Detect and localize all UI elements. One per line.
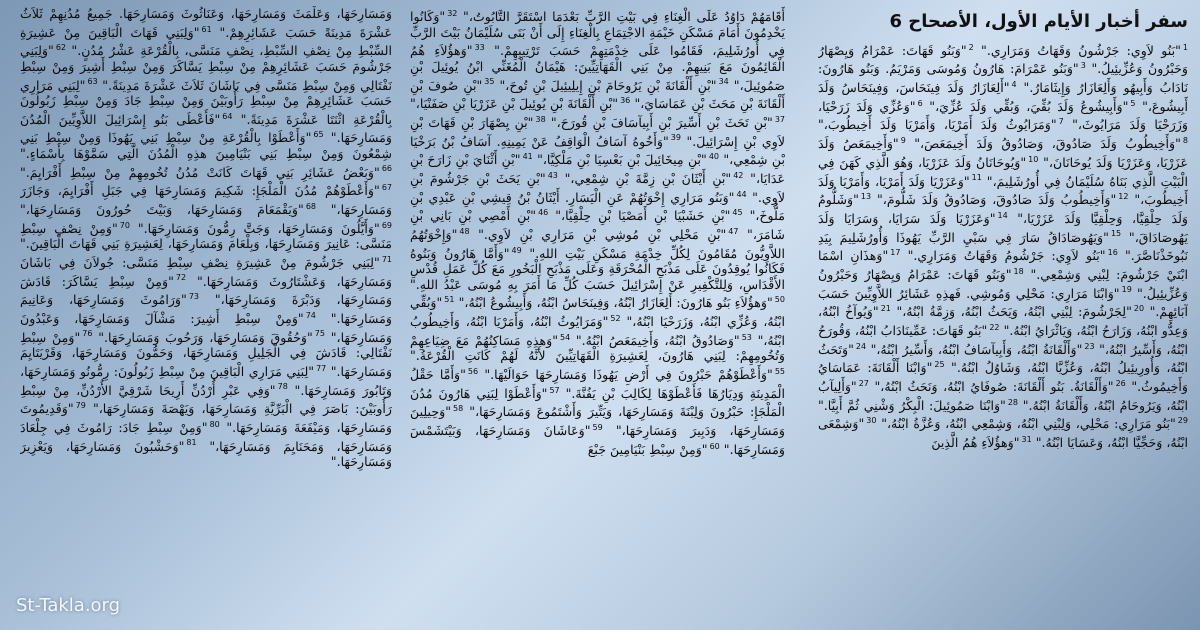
- verse-text: "بْنِ يَحَثَ بْنِ جَرْشُومَ بْنِ لاَوِي.": [410, 171, 785, 205]
- verse-number: 13: [860, 192, 872, 201]
- verse-text: "وَيَهُوصَادَاقُ سَارَ فِي سَبْيِ الرَّبِّ يَهُوذَا وَأُورُشَلِيمَ بِيَدِ نَبُوخَذْنَاصَّرَ.": [818, 229, 1188, 264]
- verse-text: "وَفِي عَبْرِ أُرْدُنِّ أَرِيحَا شَرْقِيَّ الأُرْدُنِّ، مِنْ سِبْطِ رَأُوبَيْنَ: بَاصَرَ فِي الْبَرِّيَّةِ وَمَسَارِحَهَا، وَيَهْصَةَ وَمَسَارِحَهَا،": [20, 382, 392, 417]
- verse-number: 6: [917, 98, 923, 108]
- verse-number: 35: [484, 77, 495, 87]
- verse-text: "وَكَانُوا يَخْدِمُونَ أَمَامَ مَسْكَنِ خَيْمَةِ الاجْتِمَاعِ بِالْغِنَاءِ إِلَى أَنْ بَنَى سُلَيْمَانُ بَيْتَ الرَّبِّ فِي أُورُشَلِيمَ، فَقَامُوا عَلَى خِدْمَتِهِمْ حَسَبَ تَرْتِيبِهِمْ.": [410, 9, 785, 59]
- page-title: سفر أخبار الأيام الأول، الأصحاح 6: [889, 11, 1188, 32]
- verse-number: 43: [547, 170, 558, 180]
- verse-text: "وَشِمْعَى ابْنُهُ، وَحَجِّيَّا ابْنُهُ، وَعَسَايَا ابْنُهُ.": [818, 416, 1188, 451]
- verse: [929, 99, 1135, 114]
- verse-number: 1: [1182, 42, 1188, 52]
- verse-text: "وَمِنْ سِبْطِ أَشِيرَ: مَشْآلَ وَمَسَارِحَهَا، وَعَبْدُونَ وَمَسَارِحَهَا،": [20, 310, 392, 345]
- verse: [551, 115, 785, 130]
- verse-number: 40: [708, 152, 720, 162]
- verse-text: "فَأَعْطَى بَنُو إِسْرَائِيلَ اللاَّوِيِّينَ الْمُدُنَ وَمَسَارِحَهَا.": [20, 111, 392, 146]
- verse-number: 10: [1028, 154, 1039, 164]
- verse-text: "وَيُوحَانَانُ وَلَدَ عَزَرْيَا، وَهُوَ الَّذِي كَهَنَ فِي الْبَيْتِ الَّذِي بَنَاهُ سُلَيْمَانُ فِي أُورُشَلِيمَ،": [818, 154, 1188, 189]
- verse-number: 37: [774, 114, 785, 124]
- verse-number: 23: [1084, 341, 1095, 351]
- verse: [908, 248, 1118, 263]
- verse: [896, 304, 1144, 319]
- verse-text: "وَبَنُو قَهَاتَ: عَمْرَامُ وَيِصْهَارُ وَحَبْرُونُ وَعُزِّيئِيلُ.": [818, 42, 1188, 77]
- verse-text: "وَشَلُّومُ وَلَدَ حِلْقِيَّا، وَحِلْقِيَّا وَلَدَ عَزَرْيَا،": [818, 192, 1188, 226]
- verse-number: 54: [560, 332, 571, 342]
- verse-text: "وَلِبَنِي جَرْشُومَ حَسَبَ عَشَائِرِهِمْ مِنْ سِبْطِ يَسَّاكَرَ وَمِنْ سِبْطِ أَشِيرَ وَمِنْ سِبْطِ نَفْتَالِي وَمِنْ سِبْطِ مَنَسَّى فِي بَاشَانَ ثَلاَثَ عَشْرَةَ مَدِينَةً.": [20, 43, 392, 93]
- verse-number: 68: [305, 201, 316, 211]
- verse-text: "وَأَخُوهُ آسَافُ الْوَاقِفُ عَنْ يَمِينِهِ. آسَافُ بْنُ بَرَخْيَا بْنِ شِمْعِي،": [410, 133, 785, 168]
- verse-text: وَمَسَارِحَهَا، وَعَلْمَثَ وَمَسَارِحَهَا، وَعَنَاثُوثَ وَمَسَارِحَهَا. جَمِيعُ مُدُنِهِمْ ثَلاَثُ عَشْرَةَ مَدِينَةً حَسَبَ عَشَائِرِهِمْ.": [20, 6, 392, 40]
- verse-number: 75: [314, 329, 325, 339]
- verse-number: 78: [277, 382, 288, 392]
- verse-number: 7: [1058, 117, 1064, 127]
- verse-number: 58: [453, 404, 464, 414]
- verse: [20, 165, 392, 180]
- verse-text: "وَأَعْطَوْهُمْ حَبْرُونَ فِي أَرْضِ يَهُوذَا وَمَسَارِحَهَا حَوَالَيْهَا.": [484, 367, 773, 382]
- verse-number: 9: [900, 135, 906, 145]
- verse-text: "وَبُقِّي ابْنُهُ، وَعُزِّي ابْنُهُ، وَزَرَحْيَا ابْنُهُ،": [410, 295, 785, 330]
- verse-number: 11: [971, 173, 982, 183]
- verse-number: 5: [1130, 98, 1136, 108]
- verse-text: "وَيَقْمَعَامَ وَمَسَارِحَهَا، وَبَيْتَ حُورُونَ وَمَسَارِحَهَا،": [20, 202, 304, 217]
- verse-number: 22: [989, 322, 1000, 332]
- verses-left: [20, 6, 392, 470]
- verse-text: "وَهؤُلاَءِ بَنُو هَارُونَ: أَلِعَازَارُ ابْنُهُ، وَفِينَحَاسُ ابْنُهُ، وَأَبِيشُوعُ ابْنُهُ،": [458, 295, 773, 311]
- site-watermark: St-Takla.org: [16, 595, 121, 616]
- verse-number: 16: [1107, 248, 1118, 258]
- verse-number: 47: [728, 226, 739, 236]
- verse-text: "وَأَعْطَوْا لِبَنِي هَارُونَ مُدُنَ الْمَلْجَإِ: حَبْرُونَ وَلِبْنَةَ وَمَسَارِحَهَا، وَيَتِّيرَ وَأَشْتَمُوعَ وَمَسَارِحَهَا،": [410, 385, 785, 420]
- verse-number: 32: [447, 9, 458, 18]
- verse-number: 67: [381, 183, 392, 193]
- verse-number: 25: [934, 360, 945, 370]
- verse-number: 34: [718, 77, 729, 87]
- verse-number: 50: [774, 295, 785, 305]
- verse-number: 38: [535, 114, 546, 124]
- verse-text: "وَمِنْ سِبْطِ بَنْيَامِينَ جَبْعَ: [587, 441, 708, 457]
- verse-number: 72: [175, 273, 187, 283]
- verse-text: "وَمِنْ نِصْفِ سِبْطِ مَنَسَّى: عَانِيرَ وَمَسَارِحَهَا، وَبِلْعَامَ وَمَسَارِحَهَا، لِعَشِيرَةِ بَنِي قَهَاتَ الْبَاقِينَ.": [20, 220, 392, 252]
- verse-number: 63: [87, 77, 98, 87]
- verse-number: 30: [866, 416, 877, 426]
- verse: [818, 117, 1064, 132]
- verse-number: 59: [592, 422, 603, 432]
- verses-right: [818, 40, 1188, 451]
- verse-text: "وَمِنْ سِبْطِ جَادَ: رَامُوثَ فِي جِلْعَادَ وَمَسَارِحَهَا، وَمَحَنَايِمَ وَمَسَارِحَهَا،": [20, 419, 392, 454]
- verse-text: "وَمِنْ سِبْطِ نَفْتَالِي: قَادَشَ فِي الْجَلِيلِ وَمَسَارِحَهَا، وَحَمُّونَ وَمَسَارِحَهَا، وَقَرْيَتَايِمَ وَمَسَارِحَهَا.": [20, 329, 392, 379]
- verse-text: "لِبَنِي مَرَارِي الْبَاقِينَ مِنْ سِبْطِ زَبُولُونَ: رِمُّونُو وَمَسَارِحَهَا، وَتَابُورَ وَمَسَارِحَهَا.": [20, 363, 392, 398]
- verse-text: "وَهؤُلاَءِ هُمُ الَّذِينَ: [931, 435, 1020, 451]
- verse: [931, 435, 1031, 450]
- column-right: [818, 6, 1188, 596]
- verse-text: "وَابْنَا أَلْقَانَةَ: عَمَاسَايُ وَأَخِيمُوثُ.": [818, 360, 1188, 395]
- verse-text: "لِجَرْشُومَ: لِبْنِي ابْنُهُ، وَيَحَثُ ابْنُهُ، وَزِمَّةُ ابْنُهُ،": [896, 304, 1132, 320]
- verse-number: 21: [880, 304, 891, 314]
- verse-text: "وَبَنُو عَمْرَامَ: هَارُونُ وَمُوسَى وَمَرْيَمُ. وَبَنُو هَارُونَ: نَادَابُ وَأَبِيهُو وَأَلِعَازَارُ وَإِيثَامَارُ.": [818, 61, 1188, 96]
- verse-number: 53: [741, 332, 752, 342]
- verse-number: 79: [75, 401, 86, 410]
- verse-text: "وَأَلِيآبُ ابْنُهُ، وَيَرُوحَامُ ابْنُهُ، وَأَلْقَانَةُ ابْنُهُ.": [818, 379, 1188, 413]
- verse-text: "وَقَدِيمُوتَ وَمَسَارِحَهَا، وَمَيْفَعَةَ وَمَسَارِحَهَا.": [20, 401, 392, 435]
- verse-text: "وَمِنْ سِبْطِ يَسَّاكَرَ: قَادَشَ وَمَسَارِحَهَا، وَدَبْرَةَ وَمَسَارِحَهَا،": [20, 273, 392, 308]
- verse-text: "بْنِ أَلْقَانَةَ بْنِ يُوئِيلَ بْنِ عَزَرْيَا بْنِ صَفَنْيَا،": [410, 96, 619, 112]
- verse: [871, 342, 1095, 357]
- verse-text: "بْنِ تَحَثَ بْنِ أَسِّيرَ بْنِ أَبِيآسَافَ بْنِ قُورَحَ،": [550, 114, 773, 130]
- verse-number: 8: [1182, 135, 1188, 145]
- verse-number: 48: [459, 226, 470, 236]
- verse: [914, 136, 1188, 151]
- verse-number: 42: [733, 170, 744, 180]
- verse-text: "وَأَمَّا هَارُونُ وَبَنُوهُ فَكَانُوا يُوقِدُونَ عَلَى مَذْبَحِ الْمُحْرَقَةِ وَعَلَى مَذْبَحِ الْبَخُورِ مَعَ كُلِّ عَمَلِ قُدْسِ الأَقْدَاسِ، وَلِلتَّكْفِيرِ عَنْ إِسْرَائِيلَ حَسَبَ كُلِّ مَا أَمَرَ بِهِ مُوسَى عَبْدُ اللهِ.": [410, 245, 785, 292]
- verse-number: 31: [1021, 434, 1032, 444]
- verse-number: 12: [1118, 192, 1129, 201]
- verse-number: 19: [1121, 285, 1132, 295]
- verse-number: 18: [1013, 266, 1024, 276]
- verse-number: 52: [610, 313, 621, 323]
- verse-text: "بْنِ مِيخَائِيلَ بْنِ بَعْسِيَا بْنِ مَلْكِيَّا،": [537, 152, 707, 168]
- verse-text: "بَنُو لاَوِي: جَرْشُومُ وَقَهَاتُ وَمَرَارِي.": [907, 248, 1106, 264]
- verse-text: "وَبَعْضُ عَشَائِرِ بَنِي قَهَاتَ كَانَتْ مُدُنُ تُخُومِهِمْ مِنْ سِبْطِ أَفْرَايِمَ.": [20, 164, 380, 180]
- verse-text: "وَحَشْبُونَ وَمَسَارِحَهَا، وَيَعْزِيرَ وَمَسَارِحَهَا.": [20, 438, 392, 470]
- verse: [875, 379, 1126, 394]
- verse-number: 62: [55, 43, 66, 53]
- verse-number: 36: [620, 96, 631, 106]
- verse: [98, 330, 325, 345]
- verse-text: "وَأَخِيطُوبُ وَلَدَ صَادُوقَ، وَصَادُوقُ وَلَدَ أَخِيمَعَصَ،": [914, 136, 1181, 152]
- verse-text: "بْنِ مَحْلِي بْنِ مُوشِي بْنِ مَرَارِي بْنِ لاَوِي.": [478, 227, 727, 243]
- verse-text: "لِبَنِي جَرْشُومَ مِنْ عَشِيرَةِ نِصْفِ سِبْطِ مَنَسَّى: جُولاَنَ فِي بَاشَانَ وَمَسَارِحَهَا، وَعَشْتَارُوثَ وَمَسَارِحَهَا.": [20, 254, 392, 289]
- verse-text: "وَأَخِيطُوبُ وَلَدَ صَادُوقَ، وَصَادُوقُ وَلَدَ شَلُّومَ،": [877, 192, 1117, 208]
- verse-number: 27: [858, 378, 869, 388]
- verse: [877, 192, 1128, 207]
- verse-number: 14: [997, 210, 1008, 220]
- verse-text: "وَعَاشَانَ وَمَسَارِحَهَا، وَبَيْتَشَمْسَ وَمَسَارِحَهَا.": [410, 423, 785, 457]
- verse-text: "وَأَمَّا حَقْلُ الْمَدِينَةِ وَدِيَارُهَا فَأَعْطَوْهَا لِكَالِبَ بْنِ يَفُنَّةَ.": [410, 367, 785, 401]
- verse: [463, 9, 785, 24]
- verse-number: 69: [381, 220, 392, 230]
- verse: [410, 96, 630, 111]
- verse-text: "بْنِ صُوفَ بْنِ أَلْقَانَةَ بْنِ مَحَثَ بْنِ عَمَاسَايَ،": [410, 77, 785, 112]
- verse-text: "بْنِ أَلْقَانَةَ بْنِ يَرُوحَامَ بْنِ إِيلِيئِيلَ بْنِ تُوحَ،": [499, 77, 717, 93]
- verse-text: "وَابْنَا مَرَارِي: مَحْلِي وَمُوشِي. فَهذِهِ عَشَائِرُ اللاَّوِيِّينَ حَسَبَ آبَائِهِمْ.": [818, 285, 1188, 320]
- verse-number: 29: [1177, 416, 1188, 426]
- verse-text: "وَعُزِّي وَلَدَ زَرَحْيَا، وَزَرَحْيَا وَلَدَ مَرَايُوثَ،": [818, 98, 1188, 133]
- verse: [499, 78, 728, 93]
- verse-text: "وَأَيَّلُونَ وَمَسَارِحَهَا، وَجَتَّ رِمُّونَ وَمَسَارِحَهَا.": [137, 220, 380, 236]
- verse-text: "بْنِ أَثْنَايَ بْنِ زَارَحَ بْنِ عَدَايَا،": [410, 152, 785, 186]
- verse-text: "بَنُو قَهَاتَ: عَمِّينَادَابُ ابْنُهُ، وَقُورَحُ ابْنُهُ، وَأَسِّيرُ ابْنُهُ،": [818, 323, 1188, 357]
- verse-text: "وَهذَانِ اسْمَا ابْنَيْ جَرْشُومَ: لِبْنِي وَشِمْعِي.": [818, 248, 1188, 282]
- verse-text: "بْنِ أَيْثَانَ بْنِ زِمَّةَ بْنِ شِمْعِي،": [564, 171, 732, 186]
- verse-number: 15: [1110, 229, 1122, 239]
- column-left: [20, 6, 392, 596]
- verse-number: 51: [444, 295, 455, 305]
- verse-text: "بَنُو مَرَارِي: مَحْلِي، وَلِبْنِي ابْنُهُ، وَشِمْعِي ابْنُهُ، وَعُزَّةُ ابْنُهُ،": [881, 416, 1176, 432]
- verse-number: 41: [522, 152, 533, 162]
- verse-text: "وَأَلْقَانَةُ. بَنُو أَلْقَانَةَ: صُوفَايُ ابْنُهُ، وَنَحَثُ ابْنُهُ،": [874, 379, 1114, 395]
- verse-text: "وَعَزَرْيَا وَلَدَ أَمَرْيَا، وَأَمَرْيَا وَلَدَ أَخِيطُوبَ،": [818, 173, 1188, 208]
- verse-text: "بْنِ أَمْصِي بْنِ بَانِي بْنِ شَامَرَ،": [410, 208, 785, 243]
- verse: [576, 333, 752, 348]
- verse-number: 45: [732, 208, 743, 218]
- verse: [138, 221, 392, 236]
- verse-text: "وَابْنَا صَمُوئِيلَ: الْبِكْرُ وَشْنِي ثُمَّ أَبِيَّا.": [818, 397, 1006, 413]
- verse-text: "وَبَنُو قَهَاتَ: عَمْرَامُ وَيِصْهَارُ وَحَبْرُونُ وَعُزِّيئِيلُ.": [818, 266, 1188, 301]
- verse: [818, 398, 1018, 413]
- verse-text: "وَمَرَايُوثُ ابْنُهُ، وَأَمَرْيَا ابْنُهُ، وَأَخِيطُوبُ ابْنُهُ،": [410, 314, 785, 348]
- verse-number: 24: [855, 341, 867, 351]
- verse-number: 28: [1007, 397, 1019, 407]
- verse-number: 80: [209, 419, 220, 429]
- verse-text: "وَأَلْقَانَةُ ابْنُهُ، وَأَبِيآسَافُ ابْنُهُ، وَأَسِّيرُ ابْنُهُ،": [870, 341, 1083, 357]
- verse-number: 33: [474, 43, 485, 53]
- verse-text: "وَإِخْوَتُهُمُ اللاَّوِيُّونَ مُقَامُونَ لِكُلِّ خِدْمَةِ مَسْكَنِ بَيْتِ اللهِ.": [410, 227, 785, 261]
- verse-number: 57: [549, 385, 560, 395]
- verse-text: "وَحُقُوقَ وَمَسَارِحَهَا، وَرَحُوبَ وَمَسَارِحَهَا.": [98, 329, 313, 345]
- verse-number: 61: [201, 24, 212, 34]
- verse-text: "لِبَنِي مَرَارِي حَسَبَ عَشَائِرِهِمْ مِنْ سِبْطِ رَأُوبَيْنَ وَمِنْ سِبْطِ جَادَ وَمِنْ سِبْطِ زَبُولُونَ بِالْقُرْعَةِ اثْنَتَا عَشْرَةَ مَدِينَةً.": [20, 77, 392, 127]
- verse: [20, 202, 316, 217]
- verse: [588, 442, 720, 457]
- verse-text: "وَمَرَايُوثُ وَلَدَ أَمَرْيَا، وَأَمَرْيَا وَلَدَ أَخِيطُوبَ،": [818, 117, 1057, 133]
- verse-text: "وَبَنُو مَرَارِي إِخْوَتُهُمْ عَنِ الْيَسَارِ. أَيْثَانُ بْنُ قِيشِي بْنِ عَبْدِي بْنِ مَلُّوخَ،": [410, 189, 785, 224]
- verse-number: 64: [222, 111, 233, 121]
- verse-number: 65: [313, 130, 324, 140]
- verse-number: 56: [467, 366, 479, 376]
- verse-number: 49: [511, 245, 522, 255]
- verse-text: "أَلِعَازَارُ وَلَدَ فِينَحَاسَ، وَفِينَحَاسُ وَلَدَ أَبِيشُوعَ،": [818, 80, 1188, 114]
- verse-text: "وَحِيلِينَ وَمَسَارِحَهَا، وَدَبِيرَ وَمَسَارِحَهَا،": [410, 404, 785, 439]
- verse-text: "وَتَحَثُ ابْنُهُ، وَأُورِيئِيلُ ابْنُهُ، وَعُزِّيَّا ابْنُهُ، وَشَاوُلُ ابْنُهُ.": [818, 341, 1188, 376]
- verse-number: 17: [890, 248, 901, 258]
- verse-text: "وَأَبِيشُوعُ وَلَدَ بُقِّيَ، وَبُقِّي وَلَدَ عُزِّيَ،": [929, 98, 1129, 114]
- verse: [478, 227, 738, 242]
- verse: [881, 416, 1188, 431]
- verse: [484, 367, 785, 382]
- verse: [555, 208, 742, 223]
- verse-text: "وَرَامُوثَ وَمَسَارِحَهَا، وَعَانِيمَ وَمَسَارِحَهَا.": [20, 292, 392, 326]
- verse-text: "وَعَزَرْيَا وَلَدَ سَرَايَا، وَسَرَايَا وَلَدَ يَهُوصَادَاقَ،": [818, 210, 1188, 245]
- verse-text: "وَأَعْطَوْهُمْ مُدُنَ الْمَلْجَإِ: شَكِيمَ وَمَسَارِحَهَا فِي جَبَلِ أَفْرَايِمَ، وَجَازَرَ وَمَسَارِحَهَا،": [20, 183, 392, 217]
- verse-text: "وَلِبَنِي قَهَاتَ الْبَاقِينَ مِنْ عَشِيرَةِ السِّبْطِ مِنْ نِصْفِ السِّبْطِ، نِصْفِ مَنَسَّى، بِالْقُرْعَةِ عَشْرُ مُدُنٍ.": [20, 24, 392, 59]
- verse-number: 46: [538, 208, 549, 218]
- verse-text: "بَنُو لاَوِي: جَرْشُونُ وَقَهَاتُ وَمَرَارِي.": [981, 42, 1181, 58]
- verse-text: "وَأَخِيمَعَصُ وَلَدَ عَزَرْيَا، وَعَزَرْيَا وَلَدَ يُوحَانَانَ،": [818, 136, 1188, 170]
- verse-text: "وَيُوآخُ ابْنُهُ، وَعِدُّو ابْنُهُ، وَزَارَحُ ابْنُهُ، وَيَاثْرَايُ ابْنُهُ.": [818, 304, 1188, 338]
- verse-number: 77: [316, 363, 327, 373]
- verse-number: 60: [709, 441, 720, 451]
- verse-number: 76: [82, 329, 93, 339]
- verse: [565, 171, 744, 186]
- verse-number: 74: [305, 310, 316, 320]
- verse-number: 44: [736, 189, 747, 199]
- verse-text: "بْنِ يِصْهَارَ بْنِ قَهَاتَ بْنِ لاَوِي بْنِ إِسْرَائِيلَ.": [410, 114, 785, 149]
- column-middle: [410, 6, 785, 596]
- verse-number: 66: [381, 164, 392, 174]
- verse-number: 81: [186, 438, 197, 448]
- verse-number: 20: [1133, 304, 1145, 314]
- verse-number: 71: [381, 254, 392, 264]
- verse-text: "وَصَادُوقُ ابْنُهُ، وَأَخِيمَعَصُ ابْنُهُ.": [575, 332, 740, 348]
- verse-text: أَقَامَهُمْ دَاوُدُ عَلَى الْغِنَاءِ فِي بَيْتِ الرَّبِّ بَعْدَمَا اسْتَقَرَّ التَّابُوتُ،": [463, 9, 785, 25]
- verse-text: "وَهؤُلاَءِ هُمُ الْقَائِمُونَ مَعَ بَنِيهِمْ. مِنْ بَنِي الْقَهَاتِيِّينَ: هَيْمَانُ الْمُغَنِّي ابْنُ يُوئِيلَ بْنِ صَمُوئِيلَ،": [410, 43, 785, 93]
- verse-number: 39: [670, 133, 681, 143]
- verse-number: 2: [968, 42, 974, 52]
- verse-number: 73: [188, 292, 199, 302]
- verse: [981, 43, 1188, 58]
- verse-text: "وَهذِهِ مَسَاكِنُهُمْ مَعَ ضِيَاعِهِمْ وَتُخُومِهِمْ: لِبَنِي هَارُونَ، لِعَشِيرَةِ الْقَهَاتِيِّينَ لأَنَّهُ لَهُمْ كَانَتِ الْقُرْعَةُ.": [410, 332, 785, 364]
- verse-number: 4: [1011, 79, 1017, 89]
- verse-number: 70: [119, 220, 130, 230]
- verse: [537, 152, 719, 167]
- verse-number: 26: [1115, 378, 1126, 388]
- verse-number: 55: [774, 366, 785, 376]
- verse-text: "بْنِ حَشَبْيَا بْنِ أَمَصْيَا بْنِ حِلْقِيَّا،": [555, 208, 731, 224]
- verses-middle: [410, 6, 785, 457]
- verse-text: "وَأَعْطَوْا بِالْقُرْعَةِ مِنْ سِبْطِ بَنِي يَهُوذَا وَمِنْ سِبْطِ بَنِي شِمْعُونَ وَمِنْ سِبْطِ بَنِي بَنْيَامِينَ هذِهِ الْمُدُنَ الَّتِي سَمَّوْهَا بِأَسْمَاءٍ.": [20, 130, 392, 161]
- verse-number: 3: [1080, 61, 1086, 71]
- verse: [459, 295, 785, 310]
